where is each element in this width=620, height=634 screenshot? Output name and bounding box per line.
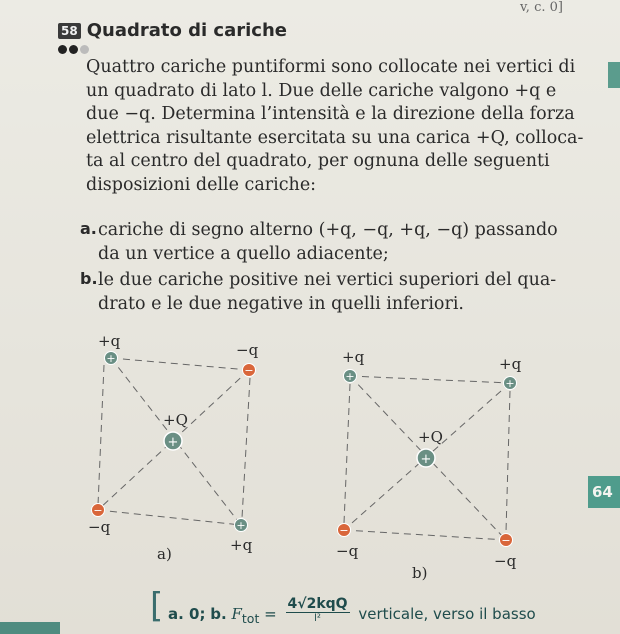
answer-equals: = [264, 605, 277, 623]
fig-b-bottom-left-label: −q [336, 542, 359, 560]
page-number: 64 [588, 476, 620, 508]
figure-b-charges [336, 348, 522, 582]
item-a-letter: a. [80, 219, 97, 238]
fig-b-top-left-label: +q [342, 348, 365, 366]
svg-text:+: + [505, 377, 515, 390]
item-a-line2: da un vertice a quello adiacente; [98, 244, 389, 264]
item-b-line1: le due cariche positive nei vertici superiori del qua- [98, 270, 557, 290]
figure-a-charges [88, 332, 259, 563]
svg-text:+: + [106, 352, 116, 365]
fig-a-top-left-label: +q [98, 332, 121, 350]
text-line: un quadrato di lato l. Due delle cariche valgono +q e [86, 80, 557, 101]
fig-b-top-right-label: +q [499, 355, 522, 373]
corner-text: v, c. 0] [520, 0, 563, 15]
text-line: due −q. Determina l’intensità e la direzione della forza [86, 104, 575, 124]
svg-text:+: + [236, 519, 246, 532]
item-a-line1: cariche di segno alterno (+q, −q, +q, −q) passando [98, 220, 558, 240]
fig-b-caption: b) [412, 564, 428, 582]
bottom-bar [0, 622, 60, 634]
fig-a-bottom-left-label: −q [88, 518, 111, 536]
text-line: Quattro cariche puntiformi sono collocate nei vertici di [86, 57, 576, 77]
item-b-line2: drato e le due negative in quelli inferiori. [98, 294, 464, 314]
svg-text:−: − [244, 364, 254, 377]
fig-a-top-right-label: −q [236, 341, 259, 359]
fig-b-center-label: +Q [418, 428, 443, 446]
problem-title: Quadrato di cariche [86, 20, 287, 41]
text-line: disposizioni delle cariche: [86, 174, 317, 195]
answer-fraction [286, 596, 350, 625]
svg-text:+: + [420, 452, 432, 467]
answer-ftot: F [231, 605, 242, 623]
item-b-letter: b. [80, 269, 98, 288]
svg-text:−: − [501, 534, 511, 547]
svg-text:+: + [167, 435, 179, 450]
answer-denominator: l² [314, 613, 321, 624]
answer-numerator: 4√2kqQ [287, 596, 348, 612]
svg-text:−: − [93, 504, 103, 517]
answer-part-a: a. 0; [168, 605, 206, 623]
fig-a-caption: a) [157, 545, 172, 563]
open-bracket-icon: [ [150, 586, 164, 626]
fig-b-bottom-right-label: −q [494, 552, 517, 570]
answer-ftot-sub: tot [241, 611, 260, 626]
problem-number: 58 [58, 23, 81, 39]
answer-part-b: b. [210, 605, 227, 623]
fig-a-center-label: +Q [163, 411, 188, 429]
svg-text:+: + [345, 370, 355, 383]
text-line: ta al centro del quadrato, per ognuna delle seguenti [86, 151, 550, 171]
svg-text:−: − [339, 524, 349, 537]
text-line: elettrica risultante esercitata su una carica +Q, colloca- [86, 127, 584, 148]
fig-a-bottom-right-label: +q [230, 536, 253, 554]
answer-direction: verticale, verso il basso [358, 605, 536, 623]
